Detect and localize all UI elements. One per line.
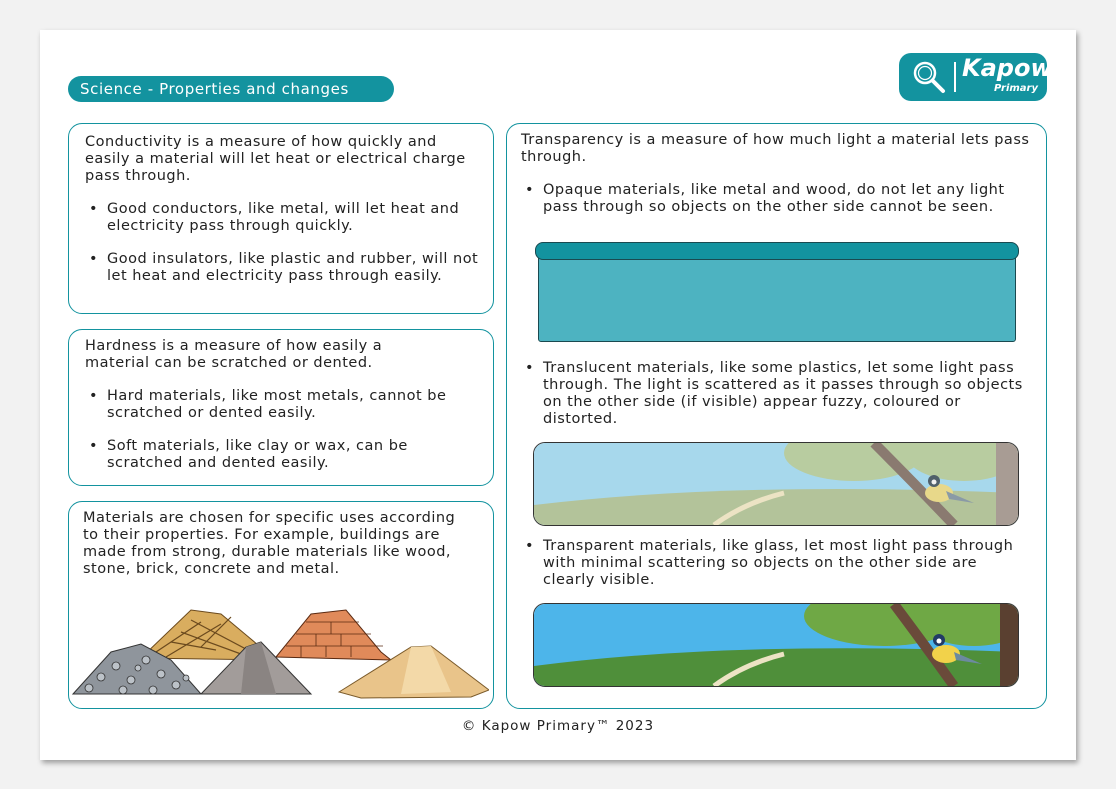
transparent-bullet: • Transparent materials, like glass, let most light pass through with minimal scattering so objects on the other side are clearly visible. <box>521 538 1023 589</box>
translucent-bullet: • Translucent materials, like some plastics, let some light pass through. The light is scattered as it passes through so objects on the other side (if visible) appear fuzzy, coloured or distorted. <box>521 360 1033 428</box>
conductivity-intro: Conductivity is a measure of how quickly and easily a material will let heat or electrical charge pass through. <box>85 134 466 184</box>
copyright-footer: © Kapow Primary™ 2023 <box>461 718 655 734</box>
translucent-scene <box>533 442 1019 526</box>
hardness-intro: Hardness is a measure of how easily a material can be scratched or dented. <box>85 338 383 371</box>
brick-pile <box>276 610 391 660</box>
insulators-bullet: • Good insulators, like plastic and rubber, will not let heat and electricity pass through easily. <box>85 251 479 285</box>
soft-materials-bullet: • Soft materials, like clay or wax, can be scratched and dented easily. <box>85 438 479 472</box>
opaque-panel-illustration <box>535 242 1019 342</box>
conductors-bullet: • Good conductors, like metal, will let heat and electricity pass through quickly. <box>85 201 479 235</box>
kapow-logo[interactable] <box>899 53 1053 101</box>
materials-intro: Materials are chosen for specific uses according to their properties. For example, buildings are made from strong, durable materials like wood, stone, brick, concrete and metal. <box>83 510 456 577</box>
hard-materials-bullet: • Hard materials, like most metals, cannot be scratched or dented easily. <box>85 388 479 422</box>
transparent-scene <box>533 603 1019 687</box>
worksheet-page <box>40 30 1076 760</box>
transparency-intro: Transparency is a measure of how much light a material lets pass through. <box>521 132 1030 165</box>
logo-brand: Kapow <box>962 54 1053 82</box>
magnifier-icon <box>911 59 947 95</box>
opaque-bullet: • Opaque materials, like metal and wood, do not let any light pass through so objects on the other side cannot be seen. <box>521 182 1033 216</box>
material-piles-illustration <box>71 602 489 702</box>
transparency-card <box>506 123 1047 709</box>
conductivity-card <box>68 123 494 314</box>
materials-card <box>68 501 494 709</box>
logo-divider <box>954 62 956 92</box>
hardness-card <box>68 329 494 486</box>
logo-subtitle: Primary <box>994 83 1038 94</box>
subject-banner: Science - Properties and changes <box>68 76 394 102</box>
